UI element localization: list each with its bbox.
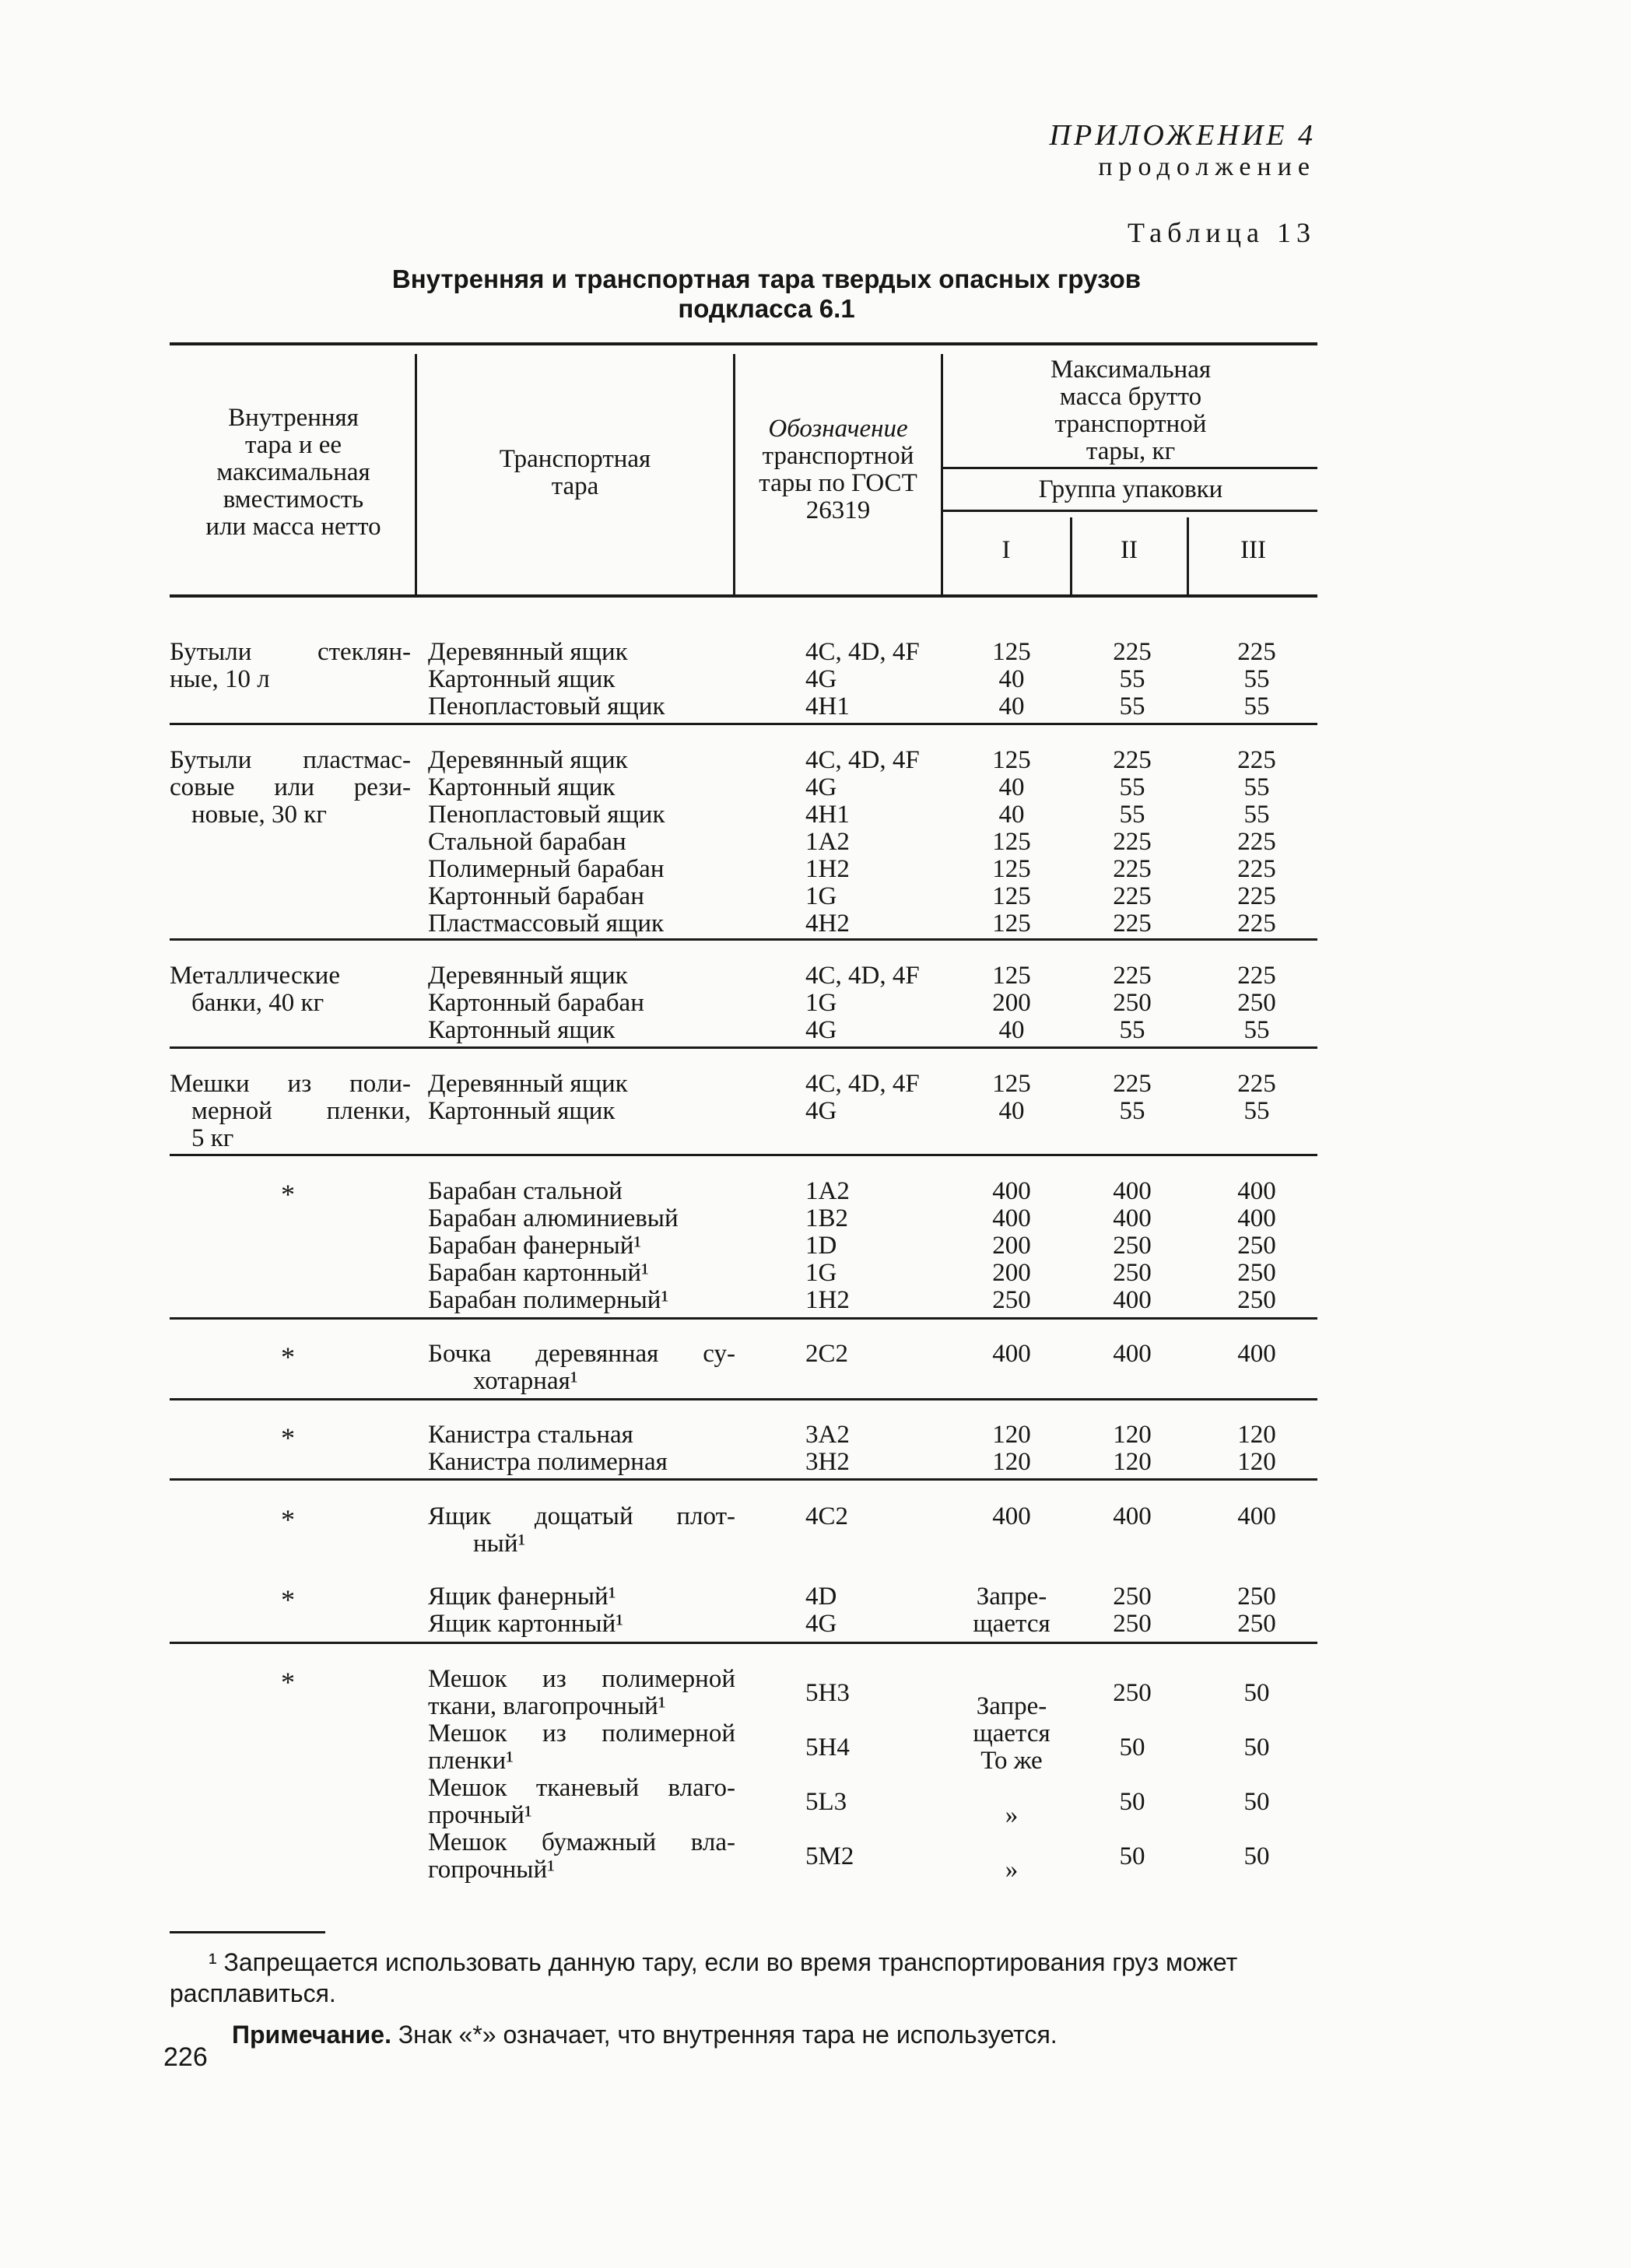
transport-cell: Деревянный ящик Картонный барабан Картонный ящик	[428, 962, 644, 1044]
not-used-asterisk: *	[281, 1422, 295, 1453]
code-cell: 4D 4G	[805, 1583, 837, 1638]
inner-pack-cell: Бутыли пластмас- совые или рези- новые, 30 кг	[170, 746, 411, 829]
group-ii-cell: 400	[1113, 1340, 1152, 1368]
group-i-cell: 125 40 40	[992, 638, 1031, 720]
table-top-rule	[170, 342, 1317, 345]
table-title	[327, 265, 1206, 324]
group-iii-cell: 225 55	[1237, 1070, 1276, 1125]
code-cell: 3A2 3H2	[805, 1421, 850, 1476]
transport-cell: Деревянный ящик Картонный ящик Пенопластовый ящик	[428, 638, 665, 720]
note-text: Знак «*» означает, что внутренняя тара не используется.	[398, 2021, 1058, 2049]
group-iii-header: III	[1240, 536, 1266, 564]
code-cell: 5H3 5H4 5L3 5M2	[805, 1679, 854, 1870]
group-ii-cell: 400	[1113, 1502, 1152, 1530]
code-cell: 4C, 4D, 4F 1G 4G	[805, 962, 920, 1044]
group-ii-cell: 225 250 55	[1113, 962, 1152, 1044]
group-ii-cell: 225 55	[1113, 1070, 1152, 1125]
code-cell: 4C, 4D, 4F 4G 4H1 1A2 1H2 1G 4H2	[805, 746, 920, 938]
group-i-cell: 125 200 40	[992, 962, 1031, 1044]
group-ii-header: II	[1121, 536, 1138, 564]
code-cell: 1A2 1B2 1D 1G 1H2	[805, 1177, 850, 1314]
group-ii-cell: 225 55 55	[1113, 638, 1152, 720]
not-used-asterisk: *	[281, 1504, 295, 1535]
code-cell: 4C2	[805, 1502, 849, 1530]
transport-cell: Мешок из полимерной ткани, влагопрочный¹ Мешок из полимерной пленки¹ Мешок тканевый влаго- прочный¹ Мешок бумажный вла- гопрочный¹	[428, 1665, 735, 1884]
transport-cell: Деревянный ящик Картонный ящик Пенопластовый ящик Стальной барабан Полимерный барабан Картонный барабан Пластмассовый ящик	[428, 746, 665, 938]
not-used-asterisk: *	[281, 1584, 295, 1615]
group-iii-cell: 400	[1237, 1340, 1276, 1368]
col-header-transport: Транспортная тара	[499, 445, 651, 500]
table-number: Таблица 13	[1128, 217, 1316, 248]
group-i-cell: 400	[992, 1340, 1031, 1368]
page-number: 226	[163, 2042, 208, 2072]
row-separator	[170, 1046, 1317, 1049]
group-iii-cell: 225 250 55	[1237, 962, 1276, 1044]
group-i-header: I	[1001, 536, 1011, 564]
col-divider-3	[941, 354, 943, 595]
footnote-rule	[170, 1931, 325, 1933]
group-ii-cell: 120 120	[1113, 1421, 1152, 1476]
group-i-cell: 125 40	[992, 1070, 1031, 1125]
inner-pack-cell: Металлические банки, 40 кг	[170, 962, 340, 1017]
row-separator	[170, 1642, 1317, 1644]
group-ii-cell: 225 55 55 225 225 225 225	[1113, 746, 1152, 938]
transport-cell: Барабан стальной Барабан алюминиевый Барабан фанерный¹ Барабан картонный¹ Барабан полимерный¹	[428, 1177, 679, 1314]
col-header-inner: Внутренняя тара и ее максимальная вместимость или масса нетто	[205, 404, 381, 541]
row-separator	[170, 1317, 1317, 1320]
group-i-cell: 400 400 200 200 250	[992, 1177, 1031, 1314]
col-divider-2	[733, 354, 735, 595]
group-i-cell: 400	[992, 1502, 1031, 1530]
group-i-cell: Запре- щается	[973, 1583, 1051, 1638]
row-separator	[170, 1478, 1317, 1481]
group-iii-cell: 250 250	[1237, 1583, 1276, 1638]
transport-cell: Деревянный ящик Картонный ящик	[428, 1070, 628, 1125]
group-i-cell: 125 40 40 125 125 125 125	[992, 746, 1031, 938]
max-mass-rule	[942, 467, 1317, 469]
row-separator	[170, 723, 1317, 725]
group-rule	[942, 510, 1317, 512]
row-separator	[170, 1398, 1317, 1400]
group-iii-cell: 400	[1237, 1502, 1276, 1530]
code-cell: 4C, 4D, 4F 4G	[805, 1070, 920, 1125]
group-iii-cell: 50 50 50 50	[1243, 1679, 1270, 1870]
group-iii-cell: 225 55 55 225 225 225 225	[1237, 746, 1276, 938]
group-ii-cell: 400 400 250 250 400	[1113, 1177, 1152, 1314]
group-iii-cell: 225 55 55	[1237, 638, 1276, 720]
not-used-asterisk: *	[281, 1667, 295, 1698]
not-used-asterisk: *	[281, 1179, 295, 1210]
row-separator	[170, 1154, 1317, 1156]
row-separator	[170, 938, 1317, 941]
table-header-bottom-rule	[170, 594, 1317, 598]
group-i-cell: Запре- щается То же » »	[973, 1692, 1051, 1884]
col-header-designation: Обозначение транспортной тары по ГОСТ 26319	[759, 415, 917, 524]
group-ii-cell: 250 50 50 50	[1113, 1679, 1152, 1870]
group-ii-cell: 250 250	[1113, 1583, 1152, 1638]
note	[232, 2019, 1376, 2050]
table-title-line2: подкласса 6.1	[678, 294, 855, 323]
col-header-group: Группа упаковки	[1038, 475, 1223, 503]
group-i-cell: 120 120	[992, 1421, 1031, 1476]
appendix-label: ПРИЛОЖЕНИЕ 4	[1049, 119, 1316, 152]
col-header-max-mass: Максимальная масса брутто транспортной тары, кг	[1050, 356, 1212, 465]
col-divider-1	[415, 354, 417, 595]
footnote: ¹ Запрещается использовать данную тару, если во время транспортирования груз может расплавиться.	[170, 1948, 1238, 2007]
inner-pack-cell: Мешки из поли- мерной пленки, 5 кг	[170, 1070, 411, 1152]
transport-cell: Ящик дощатый плот- ный¹	[428, 1502, 735, 1558]
group-iii-cell: 120 120	[1237, 1421, 1276, 1476]
code-cell: 2C2	[805, 1340, 849, 1368]
transport-cell: Канистра стальная Канистра полимерная	[428, 1421, 668, 1476]
group-iii-cell: 400 400 250 250 250	[1237, 1177, 1276, 1314]
inner-pack-cell: Бутыли стеклян- ные, 10 л	[170, 638, 411, 693]
transport-cell: Ящик фанерный¹ Ящик картонный¹	[428, 1583, 624, 1638]
note-label: Примечание.	[232, 2021, 391, 2049]
not-used-asterisk: *	[281, 1341, 295, 1372]
transport-cell: Бочка деревянная су- хотарная¹	[428, 1340, 735, 1395]
table-title-line1: Внутренняя и транспортная тара твердых опасных грузов	[391, 265, 1142, 293]
code-cell: 4C, 4D, 4F 4G 4H1	[805, 638, 920, 720]
continuation-label: продолжение	[1098, 152, 1316, 181]
